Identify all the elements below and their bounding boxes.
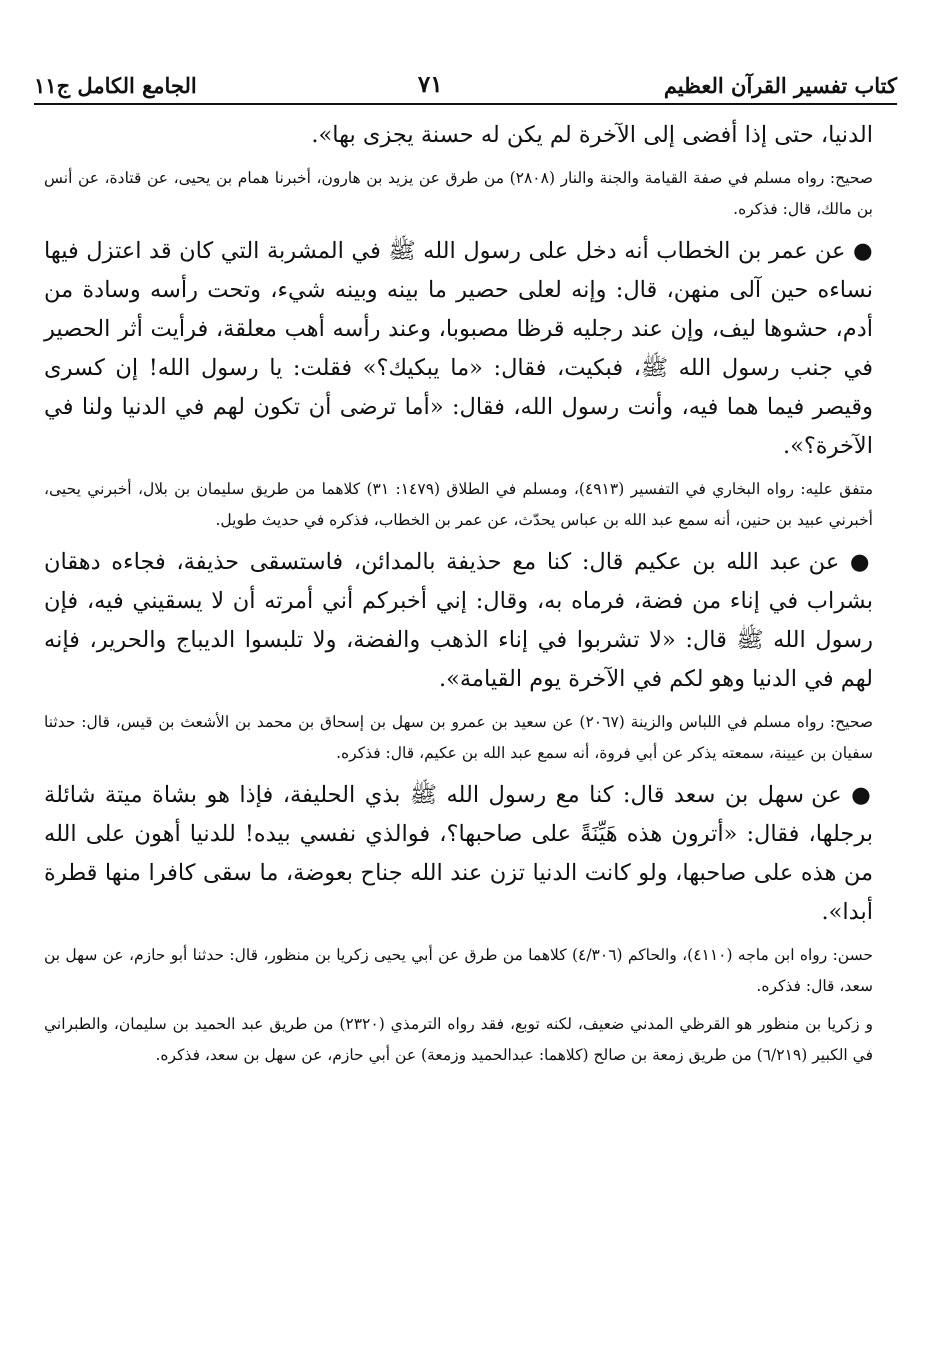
page-number: ٧١ bbox=[417, 71, 443, 98]
takhrij-note: صحيح: رواه مسلم في اللباس والزينة (٢٠٦٧) عن سعيد بن عمرو بن سهل بن إسحاق بن محمد بن الأشعث بن قيس، قال: حدثنا سفيان بن عيينة، سمعته يذكر عن أبي فروة، أنه سمع عبد الله بن عكيم، قال: فذكره. bbox=[44, 713, 873, 762]
header-rule bbox=[34, 103, 897, 105]
bullet-icon: ● bbox=[851, 782, 873, 808]
takhrij-note: صحيح: رواه مسلم في صفة القيامة والجنة والنار (٢٨٠٨) من طرق عن يزيد بن هارون، أخبرنا همام بن يحيى، عن قتادة، عن أنس بن مالك، قال: فذكره. bbox=[44, 169, 873, 218]
book-title: كتاب تفسير القرآن العظيم bbox=[663, 73, 897, 98]
running-header bbox=[34, 58, 897, 98]
takhrij-note: و زكريا بن منظور هو القرظي المدني ضعيف، لكنه توبع، فقد رواه الترمذي (٢٣٢٠) من طريق عبد الحميد بن سليمان، والطبراني في الكبير (٦/٢١٩) من طريق زمعة بن صالح (كلاهما: عبدالحميد وزمعة) عن أبي حازم، عن سهل بن سعد، فذكره. bbox=[44, 1015, 873, 1064]
bullet-icon: ● bbox=[852, 238, 873, 264]
bullet-icon: ● bbox=[849, 549, 873, 575]
hadith-text: ● عن عمر بن الخطاب أنه دخل على رسول الله ﷺ في المشربة التي كان قد اعتزل فيها نساءه حين آلى منهن، قال: وإنه لعلى حصير ما بينه وبينه شيء، وتحت رأسه وسادة من أدم، حشوها ليف، وإن عند رجليه قرظا مصبوبا، وعند رأسه أهب معلقة، فرأيت أثر الحصير في جنب رسول الله ﷺ، فبكيت، فقال: «ما يبكيك؟» فقلت: يا رسول الله! إن كسرى وقيصر فيما هما فيه، وأنت رسول الله، فقال: «أما ترضى أن تكون لهم في الدنيا ولنا في الآخرة؟». bbox=[44, 238, 873, 459]
volume-title: الجامع الكامل ج١١ bbox=[34, 73, 197, 98]
takhrij-note: متفق عليه: رواه البخاري في التفسير (٤٩١٣)، ومسلم في الطلاق (١٤٧٩: ٣١) كلاهما من طريق سليمان بن بلال، أخبرني يحيى، أخبرني عبيد بن حنين، أنه سمع عبد الله بن عباس يحدّث، عن عمر بن الخطاب، فذكره في حديث طويل. bbox=[44, 480, 873, 529]
hadith-text: الدنيا، حتى إذا أفضى إلى الآخرة لم يكن له حسنة يجزى بها». bbox=[311, 122, 873, 148]
page-body bbox=[44, 116, 873, 1070]
takhrij-note: حسن: رواه ابن ماجه (٤١١٠)، والحاكم (٤/٣٠٦) كلاهما من طرق عن أبي يحيى زكريا بن منظور، قال: حدثنا أبو حازم، عن سهل بن سعد، قال: فذكره. bbox=[44, 946, 873, 995]
hadith-text: ● عن سهل بن سعد قال: كنا مع رسول الله ﷺ بذي الحليفة، فإذا هو بشاة ميتة شائلة برجلها، فقال: «أترون هذه هَيِّنَةً على صاحبها؟، فوالذي نفسي بيده! للدنيا أهون على الله من هذه على صاحبها، ولو كانت الدنيا تزن عند الله جناح بعوضة، ما سقى كافرا منها قطرة أبدا». bbox=[44, 782, 873, 925]
hadith-text: ● عن عبد الله بن عكيم قال: كنا مع حذيفة بالمدائن، فاستسقى حذيفة، فجاءه دهقان بشراب في إناء من فضة، فرماه به، وقال: إني أخبركم أني أمرته أن لا يسقيني فيه، فإن رسول الله ﷺ قال: «لا تشربوا في إناء الذهب والفضة، ولا تلبسوا الديباج والحرير، فإنه لهم في الدنيا وهو لكم في الآخرة يوم القيامة». bbox=[44, 549, 873, 692]
